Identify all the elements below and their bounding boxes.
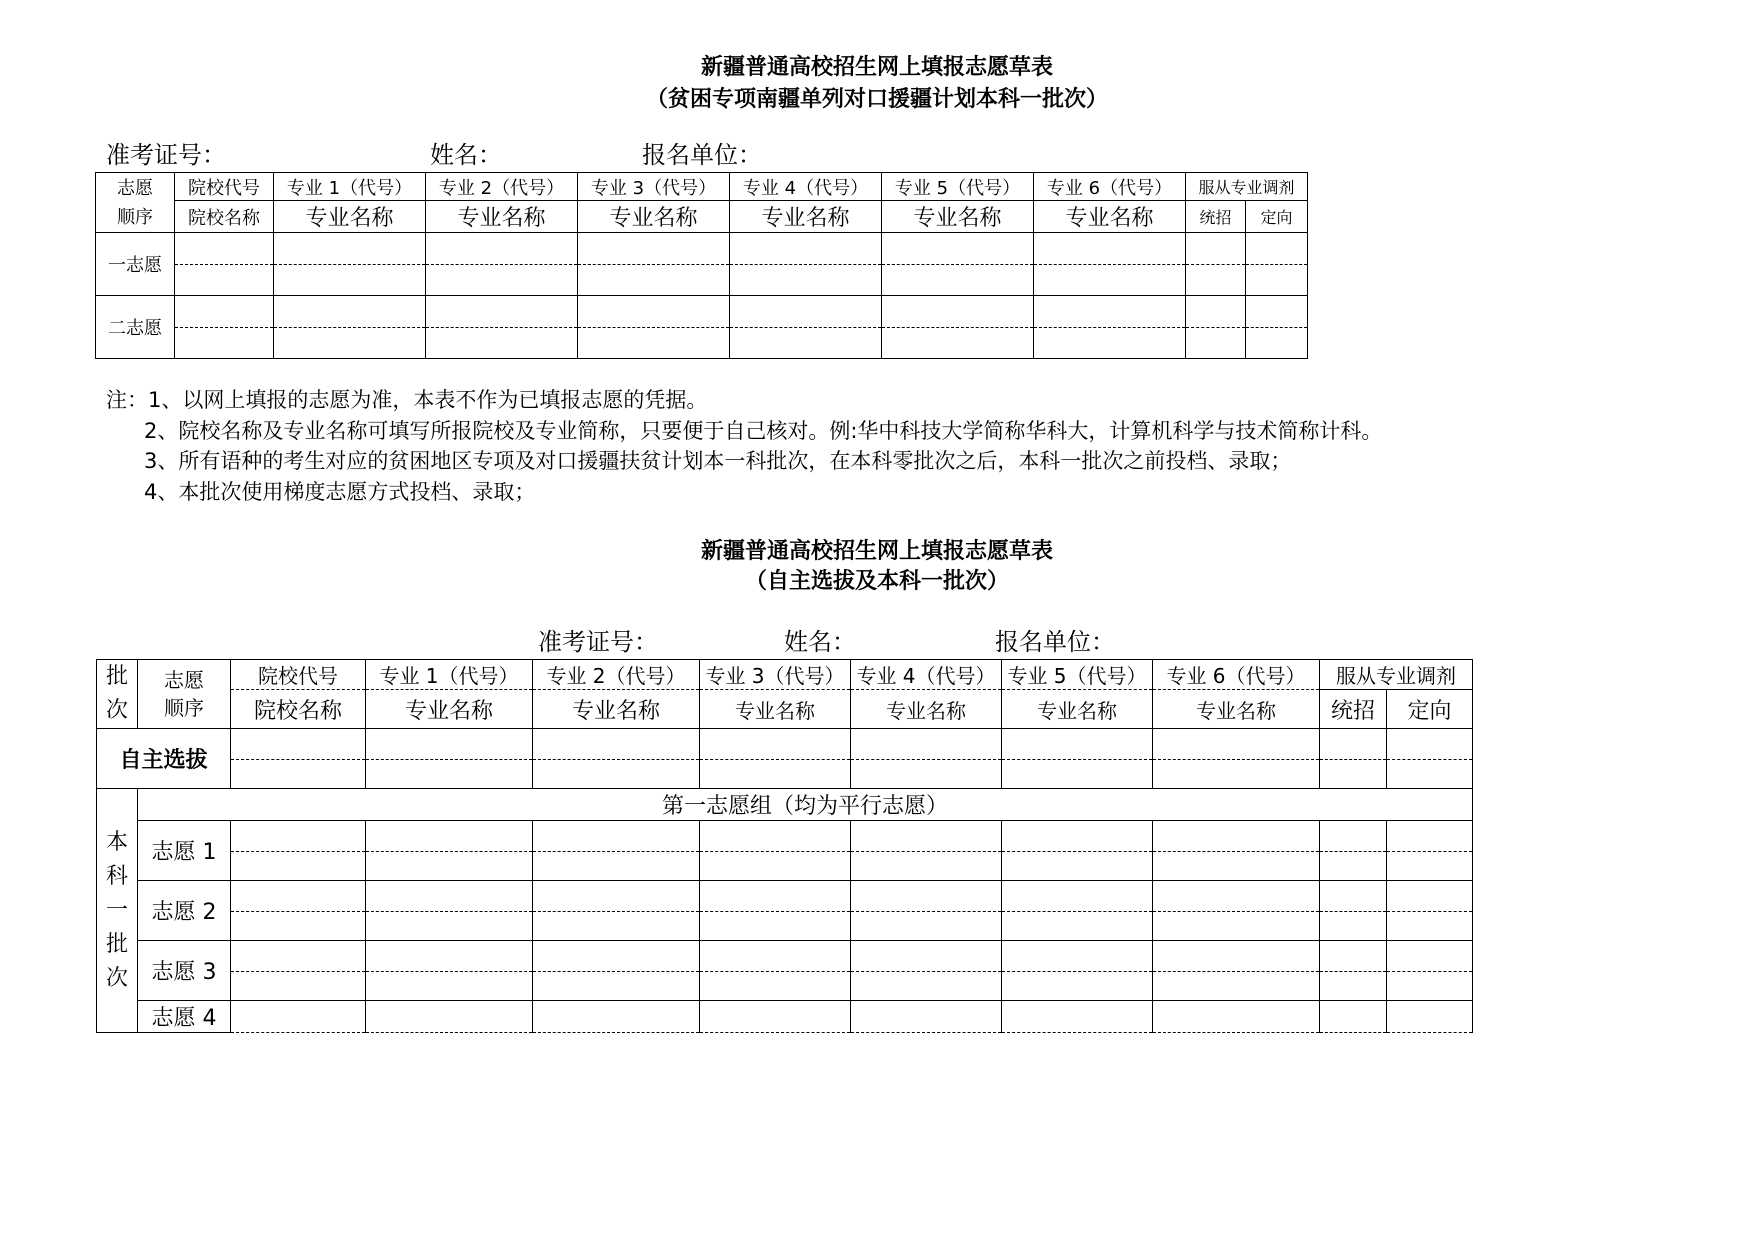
- entry-cell[interactable]: [1320, 881, 1387, 941]
- wish-label-3: 志愿 3: [138, 941, 231, 1001]
- form1-name-label: 姓名：: [430, 141, 502, 169]
- entry-cell[interactable]: [366, 941, 533, 1001]
- entry-cell[interactable]: [1387, 941, 1473, 1001]
- order-header-top: 志愿: [96, 173, 175, 201]
- entry-cell[interactable]: [231, 821, 366, 881]
- entry-cell[interactable]: [1387, 821, 1473, 881]
- form1-row-2: [96, 296, 1308, 359]
- entry-cell[interactable]: [1320, 941, 1387, 1001]
- entry-cell[interactable]: [1034, 233, 1186, 296]
- entry-cell[interactable]: [1246, 233, 1308, 296]
- major5-code-header: 专业 5（代号）: [882, 173, 1034, 201]
- major2-code-header: 专业 2（代号）: [426, 173, 578, 201]
- major2-code-header: 专业 2（代号）: [533, 660, 700, 690]
- entry-cell[interactable]: [231, 941, 366, 1001]
- self-select-row: [97, 729, 1473, 789]
- major6-name-header: 专业名称: [1153, 690, 1320, 729]
- obey-adjust-header: 服从专业调剂: [1186, 173, 1308, 201]
- batch-char: 批: [105, 931, 128, 957]
- batch-char: 本: [105, 829, 128, 855]
- entry-cell[interactable]: [1002, 729, 1153, 789]
- entry-cell[interactable]: [1246, 296, 1308, 359]
- wish-label-2: 志愿 2: [138, 881, 231, 941]
- entry-cell[interactable]: [533, 881, 700, 941]
- form2-title: 新疆普通高校招生网上填报志愿草表: [700, 539, 1053, 564]
- entry-cell[interactable]: [1153, 881, 1320, 941]
- wish-row: [97, 1001, 1473, 1033]
- entry-cell[interactable]: [1387, 1001, 1473, 1033]
- entry-cell[interactable]: [1320, 821, 1387, 881]
- major2-name-header: 专业名称: [426, 201, 578, 233]
- entry-cell[interactable]: [1320, 729, 1387, 789]
- form1-subtitle: （贫困专项南疆单列对口援疆计划本科一批次）: [645, 87, 1108, 112]
- entry-cell[interactable]: [700, 881, 851, 941]
- form2-unit-label: 报名单位：: [995, 628, 1115, 656]
- obey-adjust-header: 服从专业调剂: [1320, 660, 1473, 690]
- wish-label-4: 志愿 4: [138, 1001, 231, 1033]
- wish-row: [97, 821, 1473, 881]
- entry-cell[interactable]: [1002, 821, 1153, 881]
- batch-header-top: 批: [105, 664, 128, 689]
- major3-code-header: 专业 3（代号）: [578, 173, 730, 201]
- entry-cell[interactable]: [700, 1001, 851, 1033]
- batch-header: [97, 660, 138, 729]
- school-name-header: 院校名称: [175, 201, 274, 233]
- major2-name-header: 专业名称: [533, 690, 700, 729]
- row-label-second: 二志愿: [96, 296, 175, 359]
- form2-name-label: 姓名：: [784, 628, 856, 656]
- self-select-label: 自主选拔: [97, 729, 231, 789]
- order-header-bottom: 顺序: [164, 696, 204, 720]
- major5-name-header: 专业名称: [882, 201, 1034, 233]
- form1-unit-label: 报名单位：: [642, 141, 762, 169]
- group-title: 第一志愿组（均为平行志愿）: [138, 789, 1473, 821]
- note-1: 注：1、以网上填报的志愿为准，本表不作为已填报志愿的凭据。: [106, 388, 708, 412]
- entry-cell[interactable]: [882, 296, 1034, 359]
- entry-cell[interactable]: [366, 1001, 533, 1033]
- note-4: 4、本批次使用梯度志愿方式投档、录取；: [144, 480, 536, 504]
- entry-cell[interactable]: [366, 881, 533, 941]
- entry-cell[interactable]: [851, 821, 1002, 881]
- entry-cell[interactable]: [1153, 941, 1320, 1001]
- entry-cell[interactable]: [700, 821, 851, 881]
- entry-cell[interactable]: [1002, 941, 1153, 1001]
- entry-cell[interactable]: [533, 821, 700, 881]
- entry-cell[interactable]: [851, 881, 1002, 941]
- entry-cell[interactable]: [700, 729, 851, 789]
- batch-char: 科: [105, 863, 128, 889]
- entry-cell[interactable]: [231, 729, 366, 789]
- entry-cell[interactable]: [851, 729, 1002, 789]
- major5-code-header: 专业 5（代号）: [1002, 660, 1153, 690]
- note-3: 3、所有语种的考生对应的贫困地区专项及对口援疆扶贫计划本一科批次，在本科零批次之后，本科一批次之前投档、录取；: [144, 449, 1292, 473]
- directed-header: 定向: [1387, 690, 1473, 729]
- directed-header: 定向: [1246, 201, 1308, 233]
- order-header-top: 志愿: [164, 668, 204, 692]
- school-code-header: 院校代号: [231, 660, 366, 690]
- form1-exam-no-label: 准考证号：: [106, 141, 226, 169]
- entry-cell[interactable]: [1002, 881, 1153, 941]
- major3-code-header: 专业 3（代号）: [700, 660, 851, 690]
- major3-name-header: 专业名称: [700, 690, 851, 729]
- entry-cell[interactable]: [175, 296, 274, 359]
- note-2: 2、院校名称及专业名称可填写所报院校及专业简称，只要便于自己核对。例:华中科技大学简称华科大，计算机科学与技术简称计科。: [144, 419, 1383, 443]
- major3-name-header: 专业名称: [578, 201, 730, 233]
- entry-cell[interactable]: [1153, 729, 1320, 789]
- wish-label-1: 志愿 1: [138, 821, 231, 881]
- major4-name-header: 专业名称: [730, 201, 882, 233]
- entry-cell[interactable]: [730, 233, 882, 296]
- entry-cell[interactable]: [426, 233, 578, 296]
- major4-code-header: 专业 4（代号）: [851, 660, 1002, 690]
- entry-cell[interactable]: [533, 1001, 700, 1033]
- school-code-header: 院校代号: [175, 173, 274, 201]
- order-header-bottom: 顺序: [96, 201, 175, 233]
- major4-code-header: 专业 4（代号）: [730, 173, 882, 201]
- school-name-header: 院校名称: [231, 690, 366, 729]
- entry-cell[interactable]: [730, 296, 882, 359]
- entry-cell[interactable]: [882, 233, 1034, 296]
- major6-code-header: 专业 6（代号）: [1153, 660, 1320, 690]
- wish-row: [97, 941, 1473, 1001]
- form2-exam-no-label: 准考证号：: [538, 628, 658, 656]
- entry-cell[interactable]: [578, 296, 730, 359]
- entry-cell[interactable]: [426, 296, 578, 359]
- entry-cell[interactable]: [1002, 1001, 1153, 1033]
- form2-subtitle: （自主选拔及本科一批次）: [744, 569, 1009, 594]
- entry-cell[interactable]: [1387, 881, 1473, 941]
- entry-cell[interactable]: [851, 941, 1002, 1001]
- batch-char: 次: [105, 965, 128, 991]
- unified-header: 统招: [1320, 690, 1387, 729]
- entry-cell[interactable]: [533, 729, 700, 789]
- major1-name-header: 专业名称: [274, 201, 426, 233]
- entry-cell[interactable]: [700, 941, 851, 1001]
- entry-cell[interactable]: [1186, 233, 1246, 296]
- entry-cell[interactable]: [231, 881, 366, 941]
- entry-cell[interactable]: [1387, 729, 1473, 789]
- batch-header-bottom: 次: [105, 698, 128, 723]
- entry-cell[interactable]: [274, 296, 426, 359]
- entry-cell[interactable]: [533, 941, 700, 1001]
- wish-row: [97, 881, 1473, 941]
- form1-row-1: [96, 233, 1308, 296]
- entry-cell[interactable]: [1186, 296, 1246, 359]
- major1-code-header: 专业 1（代号）: [366, 660, 533, 690]
- entry-cell[interactable]: [366, 821, 533, 881]
- major6-name-header: 专业名称: [1034, 201, 1186, 233]
- form2-table: [96, 659, 1473, 1033]
- entry-cell[interactable]: [1153, 1001, 1320, 1033]
- form1-table: [95, 172, 1308, 359]
- batch-char: 一: [105, 897, 128, 923]
- entry-cell[interactable]: [1153, 821, 1320, 881]
- entry-cell[interactable]: [1320, 1001, 1387, 1033]
- entry-cell[interactable]: [1034, 296, 1186, 359]
- unified-header: 统招: [1186, 201, 1246, 233]
- form1-title: 新疆普通高校招生网上填报志愿草表: [700, 55, 1053, 80]
- major4-name-header: 专业名称: [851, 690, 1002, 729]
- entry-cell[interactable]: [578, 233, 730, 296]
- batch-vertical-label: [97, 789, 138, 1033]
- entry-cell[interactable]: [851, 1001, 1002, 1033]
- order-header: [138, 660, 231, 729]
- entry-cell[interactable]: [274, 233, 426, 296]
- major1-code-header: 专业 1（代号）: [274, 173, 426, 201]
- entry-cell[interactable]: [175, 233, 274, 296]
- entry-cell[interactable]: [366, 729, 533, 789]
- row-label-first: 一志愿: [96, 233, 175, 296]
- major5-name-header: 专业名称: [1002, 690, 1153, 729]
- entry-cell[interactable]: [231, 1001, 366, 1033]
- major1-name-header: 专业名称: [366, 690, 533, 729]
- major6-code-header: 专业 6（代号）: [1034, 173, 1186, 201]
